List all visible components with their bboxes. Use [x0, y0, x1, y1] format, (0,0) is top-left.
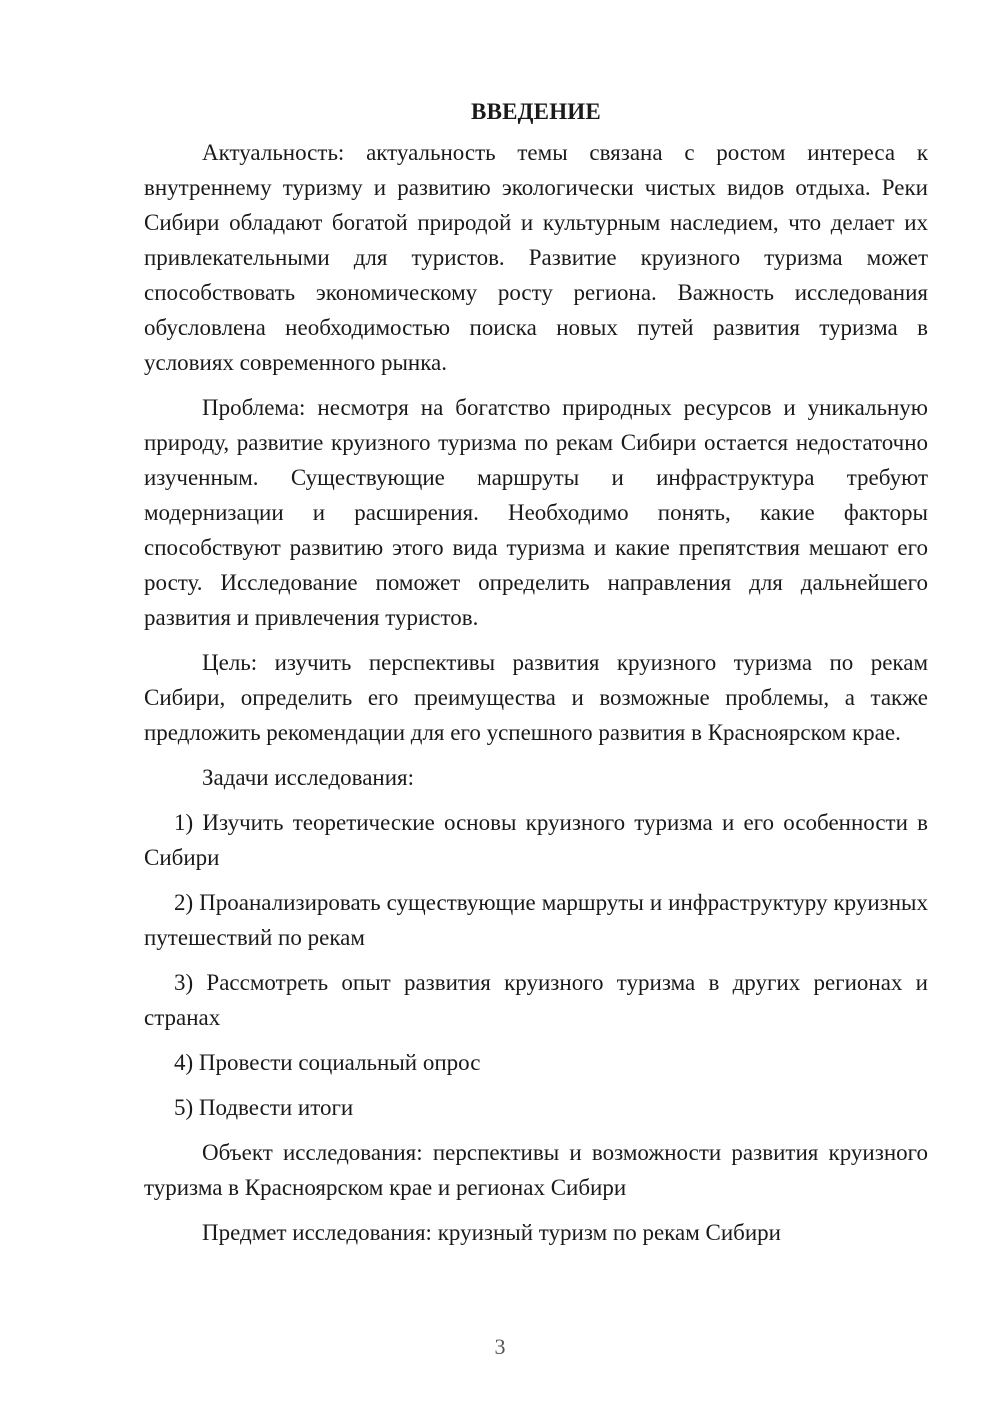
task-item: 3) Рассмотреть опыт развития круизного туризма в других регионах и странах — [144, 970, 928, 1030]
task-item: 4) Провести социальный опрос — [174, 1050, 481, 1075]
relevance-paragraph: Актуальность: актуальность темы связана с ростом интереса к внутреннему туризму и развитию экологически чистых видов отдыха. Реки Сибири обладают богатой природой и культурным наследием, что делает их привлекательными для туристов. Развитие круизного туризма может способствовать экономическому росту региона. Важность исследования обусловлена необходимостью поиска новых путей развития туризма в условиях современного рынка. — [144, 140, 928, 375]
page-number: 3 — [494, 1334, 506, 1359]
task-item: 2) Проанализировать существующие маршруты и инфраструктуру круизных путешествий по рекам — [144, 890, 928, 950]
tasks-heading: Задачи исследования: — [202, 765, 415, 790]
task-item: 1) Изучить теоретические основы круизного туризма и его особенности в Сибири — [144, 810, 928, 870]
task-item: 5) Подвести итоги — [174, 1095, 354, 1120]
subject-paragraph: Предмет исследования: круизный туризм по рекам Сибири — [202, 1220, 781, 1245]
document-page — [144, 94, 928, 1260]
goal-paragraph: Цель: изучить перспективы развития круизного туризма по рекам Сибири, определить его преимущества и возможные проблемы, а также предложить рекомендации для его успешного развития в Красноярском крае. — [144, 650, 928, 745]
page-title: ВВЕДЕНИЕ — [471, 99, 601, 124]
object-paragraph: Объект исследования: перспективы и возможности развития круизного туризма в Красноярском крае и регионах Сибири — [144, 1140, 928, 1200]
problem-paragraph: Проблема: несмотря на богатство природных ресурсов и уникальную природу, развитие круизного туризма по рекам Сибири остается недостаточно изученным. Существующие маршруты и инфраструктура требуют модернизации и расширения. Необходимо понять, какие факторы способствуют развитию этого вида туризма и какие препятствия мешают его росту. Исследование поможет определить направления для дальнейшего развития и привлечения туристов. — [144, 395, 928, 630]
